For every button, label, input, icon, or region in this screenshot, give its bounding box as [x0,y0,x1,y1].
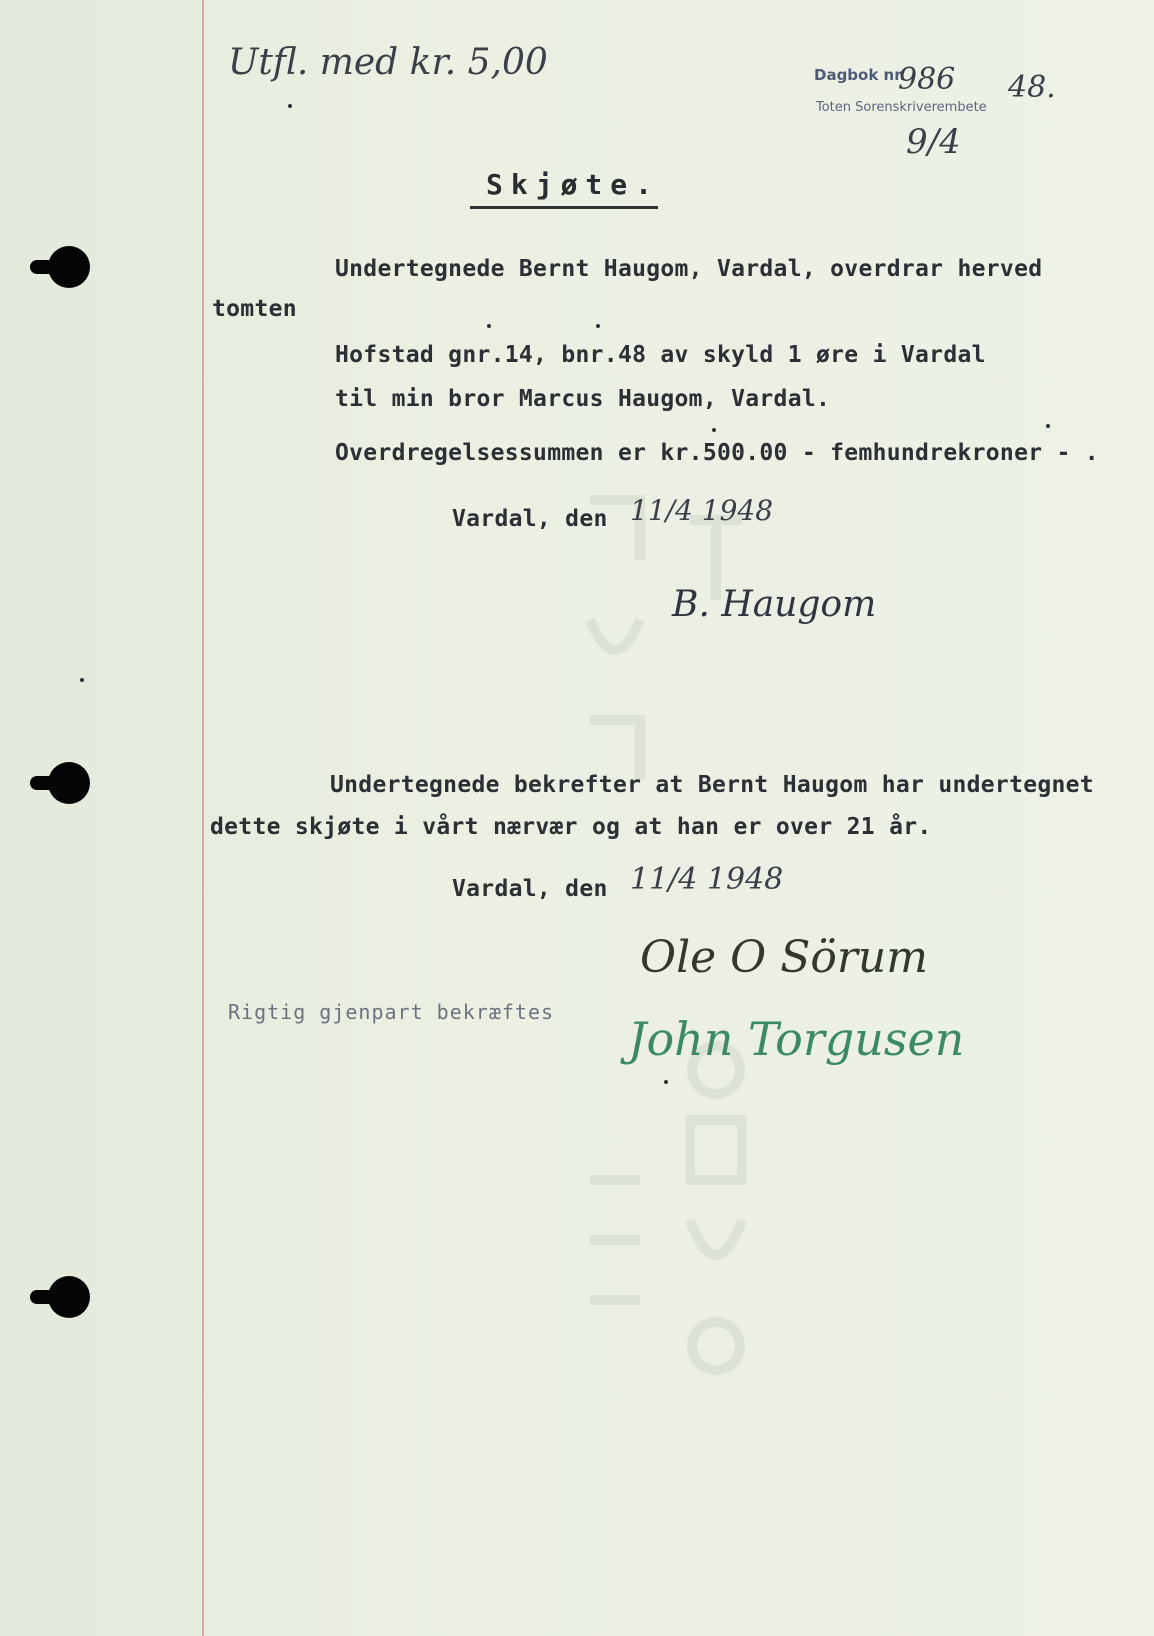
witness-signature-1: Ole O Sörum [640,932,928,983]
ink-dot [1046,424,1050,428]
diary-stamp-label: Dagbok nr. [814,66,906,84]
ink-dot [712,428,716,432]
title-underline [470,206,658,209]
para1-line3: Hofstad gnr.14, bnr.48 av skyld 1 øre i Vardal [335,342,986,368]
document-title: Skjøte. [486,168,661,201]
place-date-label: Vardal, den [452,506,608,532]
received-date: 9/4 [906,122,961,162]
para1-line2: tomten [212,296,297,322]
ink-dot [288,104,292,108]
grantor-signature: B. Haugom [672,584,877,625]
para2-line2: dette skjøte i vårt nærvær og at han er over 21 år. [210,814,932,840]
ink-dot [596,324,600,328]
witness-signature-2: John Torgusen [628,1012,965,1066]
para1-line1: Undertegnede Bernt Haugom, Vardal, overdrar herved [335,256,1043,282]
office-stamp-label: Toten Sorenskriverembete [816,100,987,115]
witness-date: 11/4 1948 [630,862,784,897]
para2-line1: Undertegnede bekrefter at Bernt Haugom har undertegnet [330,772,1094,798]
place-date-label-2: Vardal, den [452,876,608,902]
copy-certified-stamp: Rigtig gjenpart bekræftes [228,1000,555,1024]
ink-dot [664,1080,668,1084]
para1-line4: til min bror Marcus Haugom, Vardal. [335,386,831,412]
ink-dot [487,324,491,328]
signing-date: 11/4 1948 [630,494,774,527]
diary-number: 986 [898,62,956,97]
para1-line5: Overdregelsessummen er kr.500.00 - femhundrekroner - . [335,440,1099,466]
fee-annotation: Utfl. med kr. 5,00 [228,42,548,83]
ink-dot [80,678,84,682]
diary-year: 48. [1008,70,1056,105]
